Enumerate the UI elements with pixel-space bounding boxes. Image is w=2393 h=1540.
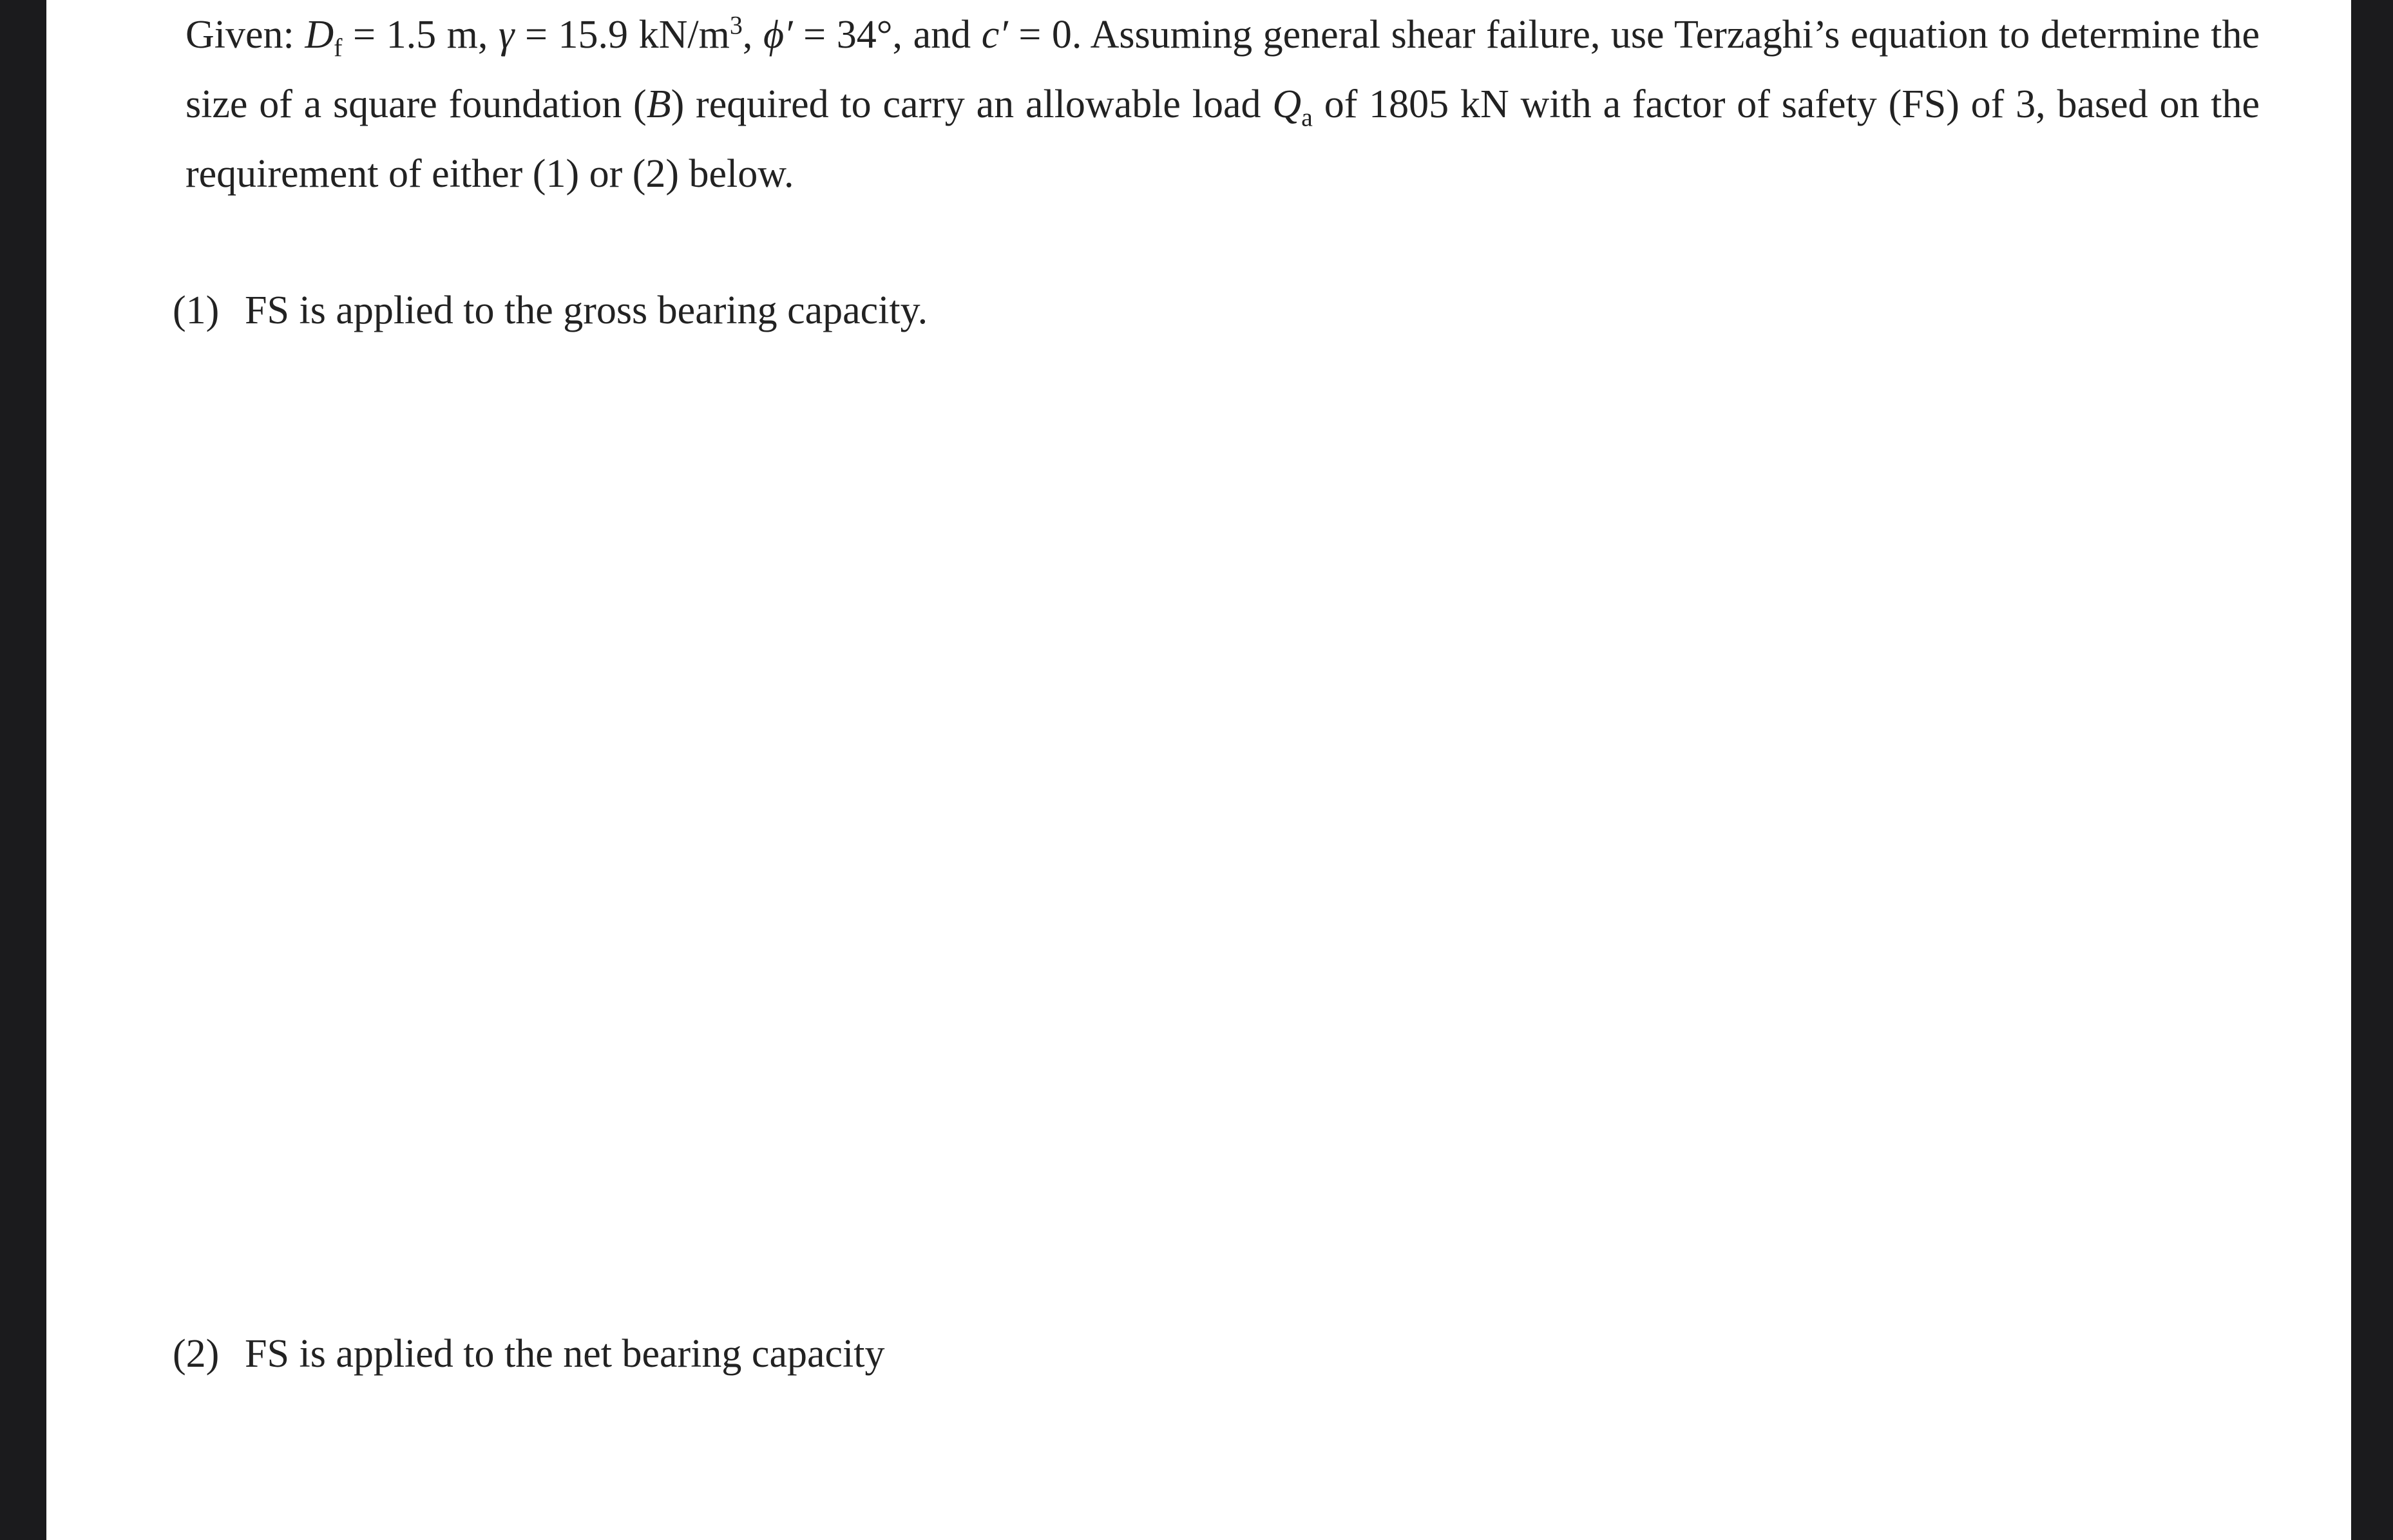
gamma-exponent: 3 xyxy=(729,10,743,40)
qa-symbol: Q xyxy=(1272,82,1302,126)
part-1-number: (1) xyxy=(173,289,220,332)
phi-separator: , xyxy=(742,13,763,57)
df-symbol: D xyxy=(305,13,334,57)
b-symbol: B xyxy=(646,82,671,126)
qa-text: of 1805 kN with a factor of safety (FS) of 3, based on the requirement of either (1) or (2) below. xyxy=(186,82,2260,196)
df-subscript: f xyxy=(334,33,343,62)
gamma-symbol: γ xyxy=(498,13,515,57)
b-text: ) required to carry an allowable load xyxy=(671,82,1273,126)
qa-subscript: a xyxy=(1301,102,1313,132)
part-1 xyxy=(173,285,928,336)
part-2 xyxy=(173,1328,884,1380)
phi-value: = 34°, and xyxy=(792,13,982,57)
phi-symbol: ϕ′ xyxy=(763,13,793,57)
part-1-text: FS is applied to the gross bearing capacity. xyxy=(245,289,928,332)
c-value-text: = 0. Assuming general shear failure, use Terzaghi’s equation to determine the size of a square foundation ( xyxy=(186,13,2260,126)
problem-statement xyxy=(186,0,2260,209)
part-2-text: FS is applied to the net bearing capacity xyxy=(245,1332,885,1376)
gamma-value: = 15.9 kN/m xyxy=(514,13,730,57)
given-label: Given: xyxy=(186,13,305,57)
c-symbol: c′ xyxy=(981,13,1008,57)
document-page xyxy=(46,0,2351,1540)
part-2-number: (2) xyxy=(173,1332,220,1376)
df-value: = 1.5 m, xyxy=(342,13,499,57)
